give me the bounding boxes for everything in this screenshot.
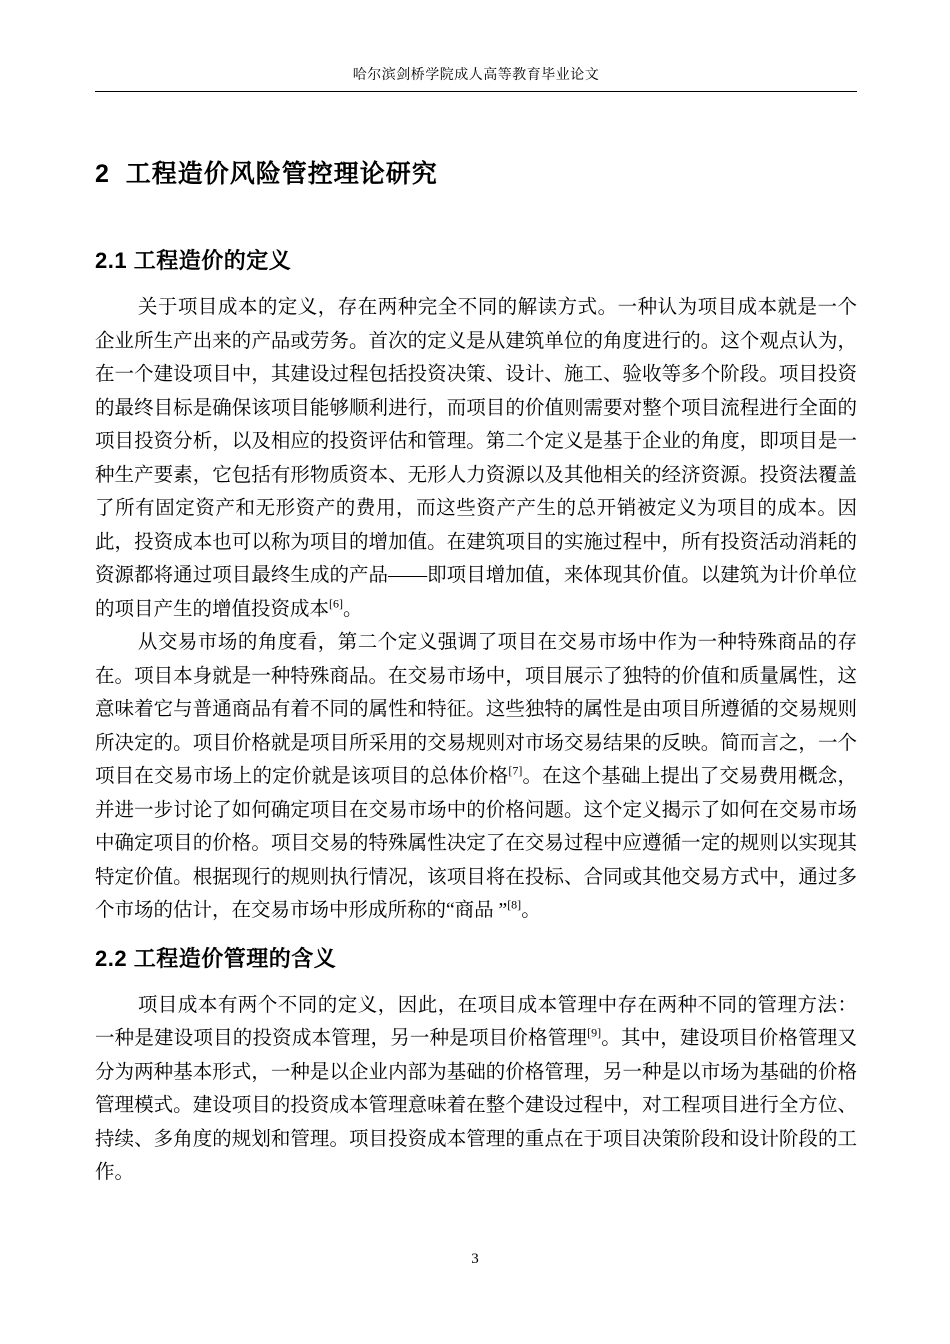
text-run: 项目成本有两个不同的定义，因此，在项目成本管理中存在两种不同的管理方法：一种是建设项目的投资成本管理，另一种是项目价格管理 xyxy=(95,994,857,1049)
text-run: 。其中，建设项目价格管理又分为两种基本形式，一种是以企业内部为基础的价格管理，另一种是以市场为基础的价格管理模式。建设项目的投资成本管理意味着在整个建设过程中，对工程项目进行全方位、持续、多角度的规划和管理。项目投资成本管理的重点在于项目决策阶段和设计阶段的工作。 xyxy=(95,1028,857,1183)
sections xyxy=(95,244,857,1190)
body-paragraph xyxy=(95,989,857,1190)
chapter-title: 2 工程造价风险管控理论研究 xyxy=(95,160,438,188)
citation-ref: [6] xyxy=(329,596,344,610)
section-heading: 2.2 工程造价管理的含义 xyxy=(95,945,337,971)
section xyxy=(95,942,857,1190)
section xyxy=(95,244,857,928)
text-run: 从交易市场的角度看，第二个定义强调了项目在交易市场中作为一种特殊商品的存在。项目本身就是一种特殊商品。在交易市场中，项目展示了独特的价值和质量属性，这意味着它与普通商品有着不同的属性和特征。这些独特的属性是由项目所遵循的交易规则所决定的。项目价格就是项目所采用的交易规则对市场交易结果的反映。简而言之，一个项目在交易市场上的定价就是该项目的总体价格 xyxy=(95,632,857,787)
text-run: 关于项目成本的定义，存在两种完全不同的解读方式。一种认为项目成本就是一个企业所生产出来的产品或劳务。首次的定义是从建筑单位的角度进行的。这个观点认为，在一个建设项目中，其建设过程包括投资决策、设计、施工、验收等多个阶段。项目投资的最终目标是确保该项目能够顺利进行，而项目的价值则需要对整个项目流程进行全面的项目投资分析，以及相应的投资评估和管理。第二个定义是基于企业的角度，即项目是一种生产要素，它包括有形物质资本、无形人力资源以及其他相关的经济资源。投资法覆盖了所有固定资产和无形资产的费用，而这些资产产生的总开销被定义为项目的成本。因此，投资成本也可以称为项目的增加值。在建筑项目的实施过程中，所有投资活动消耗的资源都将通过项目最终生成的产品——即项目增加值，来体现其价值。以建筑为计价单位的项目产生的增值投资成本 xyxy=(95,297,857,620)
citation-ref: [9] xyxy=(587,1025,602,1040)
page-header xyxy=(95,0,857,92)
citation-ref: [7] xyxy=(508,763,523,778)
body-paragraph xyxy=(95,626,857,928)
running-head: 哈尔滨剑桥学院成人高等教育毕业论文 xyxy=(352,68,600,83)
text-run: 。 xyxy=(521,900,541,921)
text-run: 。 xyxy=(343,598,363,620)
page-content xyxy=(95,92,857,1190)
body-paragraph xyxy=(95,291,857,626)
text-run: 。在这个基础上提出了交易费用概念，并进一步讨论了如何确定项目在交易市场中的价格问题。这个定义揭示了如何在交易市场中确定项目的价格。项目交易的特殊属性决定了在交易过程中应遵循一定的规则以实现其特定价值。根据现行的规则执行情况，该项目将在投标、合同或其他交易方式中，通过多个市场的估计，在交易市场中形成所称的“商品 ” xyxy=(95,766,857,921)
page-number: 3 xyxy=(471,1251,479,1267)
citation-ref: [8] xyxy=(507,897,522,912)
section-heading: 2.1 工程造价的定义 xyxy=(95,248,292,273)
